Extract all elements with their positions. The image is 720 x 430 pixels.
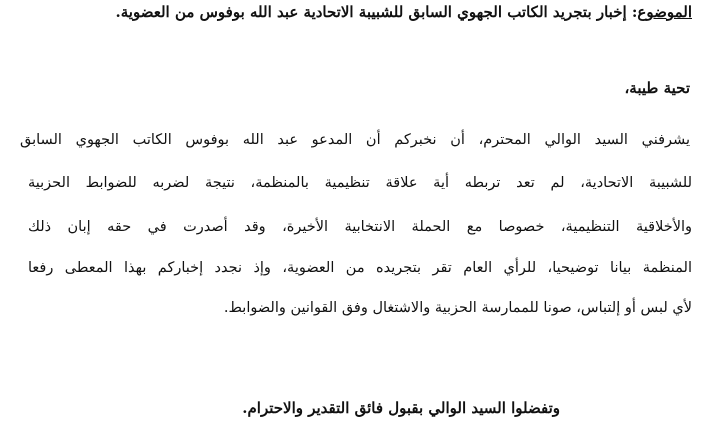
greeting: تحية طيبة، [624,79,690,97]
closing-line: وتفضلوا السيد الوالي بقبول فائق التقدير والاحترام. [242,399,560,417]
body-line-4: المنظمة بيانا توضيحيا، للرأي العام تقر بتجريده من العضوية، وإذ نجدد إخباركم بهذا المعطى رفعا [28,260,692,276]
body-line-3: والأخلاقية التنظيمية، خصوصا مع الحملة الانتخابية الأخيرة، وقد أصدرت في حقه إبان ذلك [28,219,692,235]
body-line-5: لأي لبس أو إلتباس، صونا للممارسة الحزبية والاشتغال وفق القوانين والضوابط. [223,300,692,316]
subject-text: : إخبار بتجريد الكاتب الجهوي السابق للشبيبة الاتحادية عبد الله بوفوس من العضوية. [115,3,638,21]
body-line-1: يشرفني السيد الوالي المحترم، أن نخبركم أن المدعو عبد الله بوفوس الكاتب الجهوي السابق [20,132,690,148]
subject-line [28,2,692,22]
subject-label: الموضوع [637,3,692,21]
body-line-2: للشبيبة الاتحادية، لم تعد تربطه أية علاقة تنظيمية بالمنظمة، نتيجة لضربه للضوابط الحزبية [28,175,692,191]
